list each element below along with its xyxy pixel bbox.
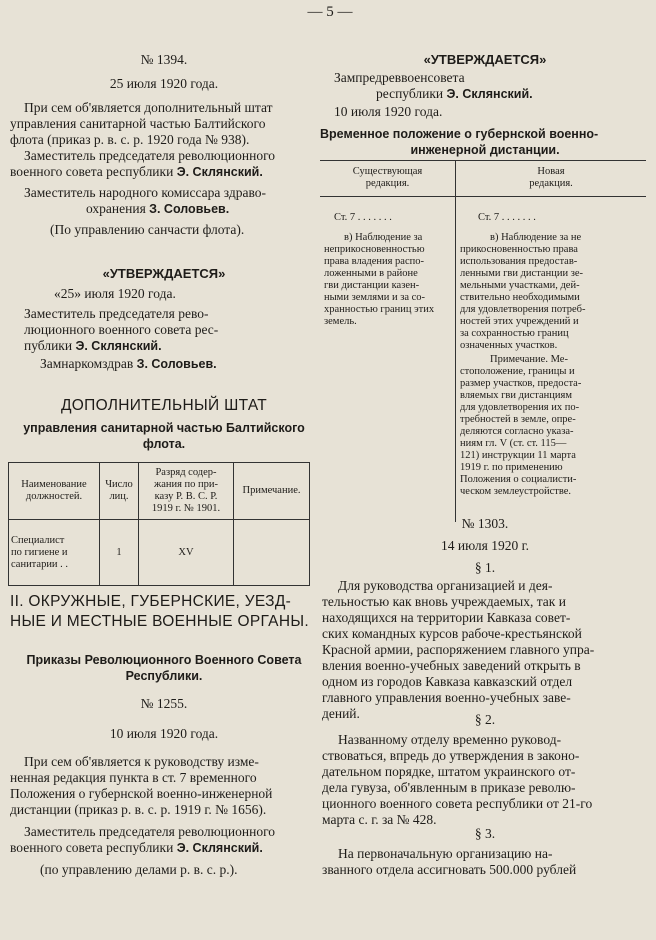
signer-line: военного совета республики Э. Склянский. xyxy=(10,164,263,179)
signer-line: Заместитель председателя революционного xyxy=(24,824,276,839)
note-affairs: (по управлению делами р. в. с. р.). xyxy=(40,862,238,877)
table-header-cell: Примечание. xyxy=(234,463,310,520)
para-line: ционного военного совета республики от 21-го xyxy=(322,796,593,811)
signer-line: публики Э. Склянский. xyxy=(24,338,162,353)
para-line: При сем об'является к руководству изме- xyxy=(24,754,259,769)
signer-line: Зампредреввоенсовета xyxy=(334,70,465,85)
article-7-existing: Ст. 7 . . . . . . . xyxy=(334,212,392,223)
supplementary-staff-title: ДОПОЛНИТЕЛЬНЫЙ ШТАТ xyxy=(60,397,268,414)
para-line: Названному отделу временно руковод- xyxy=(338,732,562,747)
para-line: дательном порядке, штатом украинского от- xyxy=(322,764,576,779)
regulation-title: инженерной дистанции. xyxy=(410,143,560,157)
signer-line: Заместитель председателя рево- xyxy=(24,306,209,321)
para-line: На первоначальную организацию на- xyxy=(338,846,553,861)
signer-line: люционного военного совета рес- xyxy=(24,322,219,337)
para-line: вления военно-учебных заведений открыть в xyxy=(322,658,581,673)
order-date-1255: 10 июля 1920 года. xyxy=(109,726,219,741)
col-header-existing: Существующая редакция. xyxy=(352,166,423,189)
staff-table xyxy=(8,462,310,586)
table-cell: 1 xyxy=(100,520,139,586)
para-line: дений. xyxy=(322,706,360,721)
orders-heading: Приказы Революционного Военного Совета xyxy=(26,653,302,667)
para-line: Положения о губернской военно-инженерной xyxy=(10,786,273,801)
order-date-1394: 25 июля 1920 года. xyxy=(109,76,219,91)
order-number-1255: № 1255. xyxy=(140,696,188,711)
table-header-cell: Число лиц. xyxy=(100,463,139,520)
signer-line: республики Э. Склянский. xyxy=(376,86,533,101)
table-rule xyxy=(320,196,646,197)
document-page: — 5 — № 1394. 25 июля 1920 года. При сем об'является дополнительный штат управления санитарной частью Балтийского флота (приказ р. в. с. р. 1920 года № 938). Заместитель председателя революционного военного совета республики Э. Склянский. Заместитель народного комиссара здраво- охранения З. Соловьев. (По управлению санчасти флота). «УТВЕРЖДАЕТСЯ» «25» июля 1920 года. Заместитель председателя рево- люционного военного совета рес- публики Э. Склянский. Замнаркомздрав З. Соловьев. ДОПОЛНИТЕЛЬНЫЙ ШТАТ управления санитарной частью Балтийского флота. Наименование должностей. Число лиц. Разряд содер- жания по при- казу Р. В. С. Р. 1919 г. № 1901. Примечание. Специалист по гигиене и санитарии . . 1 XV II. ОКРУЖНЫЕ, ГУБЕРНСКИЕ, УЕЗД- НЫЕ И МЕСТНЫЕ ВОЕННЫЕ ОРГАНЫ. Приказы Революционного Военного Совета Республики. № 1255. 10 июля 1920 года. При сем об'является к руководству изме- ненная редакция пункта в ст. 7 временного Положения о губернской военно-инженерной дистанции (приказ р. в. с. р. 1919 г. № 1656). Заместитель председателя революционного военного совета республики Э. Склянский. (по управлению делами р. в. с. р.). «УТВЕРЖДАЕТСЯ» Зампредреввоенсовета республики Э. Склянский. 10 июля 1920 года. Временное положение о губернской военно- инженерной дистанции. Существующая редакция. Новая редакция. Ст. 7 . . . . . . . Ст. 7 . . . . . . . в) Наблюдение за неприкосновенностью права владения распо- ложенными в районе гви дистанции казен- ными землями и за со- хранностью границ этих земель. в) Наблюдение за не прикосновенностью права использования предостав- ленными гви дистанции зе- мельными участками, дей- ствительно необходимыми для удовлетворения потреб- ностей этих учреждений и за сохранностью границ означенных участков. Примечание. Ме- стоположение, границы и размер участков, предоста- вляемых гви дистанциям для удовлетворения их по- требностей в земле, опре- деляются согласно указа- ниям гл. V (ст. ст. 115— 121) инструкции 11 марта 1919 г. по применению Положения о социалисти- ческом землеустройстве. № 1303. 14 июля 1920 г. § 1. Для руководства организацией и дея- тельностью как вновь учреждаемых, так и находящихся на территории Кавказа совет- ских командных курсов рабоче-крестьянской Красной армии, распоряжением главного упра- вления военно-учебных заведений открыть в одном из городов Кавказа кавказский отдел главного управления военно-учебных заве- дений. § 2. Названному отделу временно руковод- ствоваться, впредь до утверждения в законо- дательном порядке, штатом украинского от- дела гувуза, об'явленным в приказе револю- ционного военного совета республики от 21-го марта с. г. за № 428. § 3. На первоначальную организацию на- званного отдела ассигновать 500.000 рублей xyxy=(0,0,656,940)
para-line: флота (приказ р. в. с. р. 1920 года № 938). xyxy=(10,132,250,147)
para-line: При сем об'является дополнительный штат xyxy=(24,100,273,115)
para-line: одном из городов Кавказа кавказский отдел xyxy=(322,674,573,689)
col-header-new: Новая редакция. xyxy=(529,166,573,189)
para-line: тельностью как вновь учреждаемых, так и xyxy=(322,594,566,609)
table-cell: Специалист по гигиене и санитарии . . xyxy=(9,520,100,586)
table-rule xyxy=(320,160,646,161)
para-line: Для руководства организацией и дея- xyxy=(338,578,553,593)
staff-subtitle: управления санитарной частью Балтийского xyxy=(23,421,305,435)
signature-solovyev: З. Соловьев. xyxy=(149,202,230,216)
order-date-1303: 14 июля 1920 г. xyxy=(441,538,529,553)
section-ii-title: II. ОКРУЖНЫЕ, ГУБЕРНСКИЕ, УЕЗД- xyxy=(10,593,292,610)
approved-date: «25» июля 1920 года. xyxy=(54,286,176,301)
para-line: находящихся на территории Кавказа совет- xyxy=(322,610,571,625)
orders-heading: Республики. xyxy=(125,669,203,683)
note-sanchast: (По управлению санчасти флота). xyxy=(50,222,245,237)
approved-date: 10 июля 1920 года. xyxy=(334,104,443,119)
para-line: управления санитарной частью Балтийского xyxy=(10,116,266,131)
staff-subtitle: флота. xyxy=(142,437,186,451)
table-header-row xyxy=(9,463,310,520)
para-line: дистанции (приказ р. в. с. р. 1919 г. № 1656). xyxy=(10,802,267,817)
page-number: — 5 — xyxy=(307,4,353,20)
table-header-cell: Наименование должностей. xyxy=(9,463,100,520)
signer-line: Заместитель председателя революционного xyxy=(24,148,276,163)
table-cell: XV xyxy=(139,520,234,586)
para-line: главного управления военно-учебных заве- xyxy=(322,690,571,705)
article-7-new: Ст. 7 . . . . . . . xyxy=(478,212,536,223)
order-number-1303: № 1303. xyxy=(461,516,509,531)
para-line: ских командных курсов рабоче-крестьянской xyxy=(322,626,582,641)
order-number-1394: № 1394. xyxy=(140,52,188,67)
para-line: званного отдела ассигновать 500.000 рублей xyxy=(322,862,577,877)
approved-heading: «УТВЕРЖДАЕТСЯ» xyxy=(423,52,547,67)
para-line: марта с. г. за № 428. xyxy=(322,812,437,827)
para-line: Красной армии, распоряжением главного упра- xyxy=(322,642,595,657)
section-1-mark: § 1. xyxy=(474,560,496,575)
section-2-mark: § 2. xyxy=(474,712,496,727)
table-row xyxy=(9,520,310,586)
signer-line: Заместитель народного комиссара здраво- xyxy=(24,185,267,200)
section-3-mark: § 3. xyxy=(474,826,496,841)
approved-heading: «УТВЕРЖДАЕТСЯ» xyxy=(102,266,226,281)
para-line: дела гувуза, об'явленным в приказе револю- xyxy=(322,780,576,795)
signer-line: Замнаркомздрав З. Соловьев. xyxy=(40,356,217,371)
regulation-title: Временное положение о губернской военно- xyxy=(320,127,599,141)
section-ii-title: НЫЕ И МЕСТНЫЕ ВОЕННЫЕ ОРГАНЫ. xyxy=(10,613,309,630)
para-line: ствоваться, впредь до утверждения в законо- xyxy=(322,748,580,763)
signature-sklyansky: Э. Склянский. xyxy=(176,165,263,179)
table-cell xyxy=(234,520,310,586)
signer-line: военного совета республики Э. Склянский. xyxy=(10,840,263,855)
table-header-cell: Разряд содер- жания по при- казу Р. В. С. Р. 1919 г. № 1901. xyxy=(139,463,234,520)
para-line: ненная редакция пункта в ст. 7 временного xyxy=(10,770,257,785)
signer-line: охранения З. Соловьев. xyxy=(86,201,230,216)
table-divider xyxy=(455,160,456,522)
